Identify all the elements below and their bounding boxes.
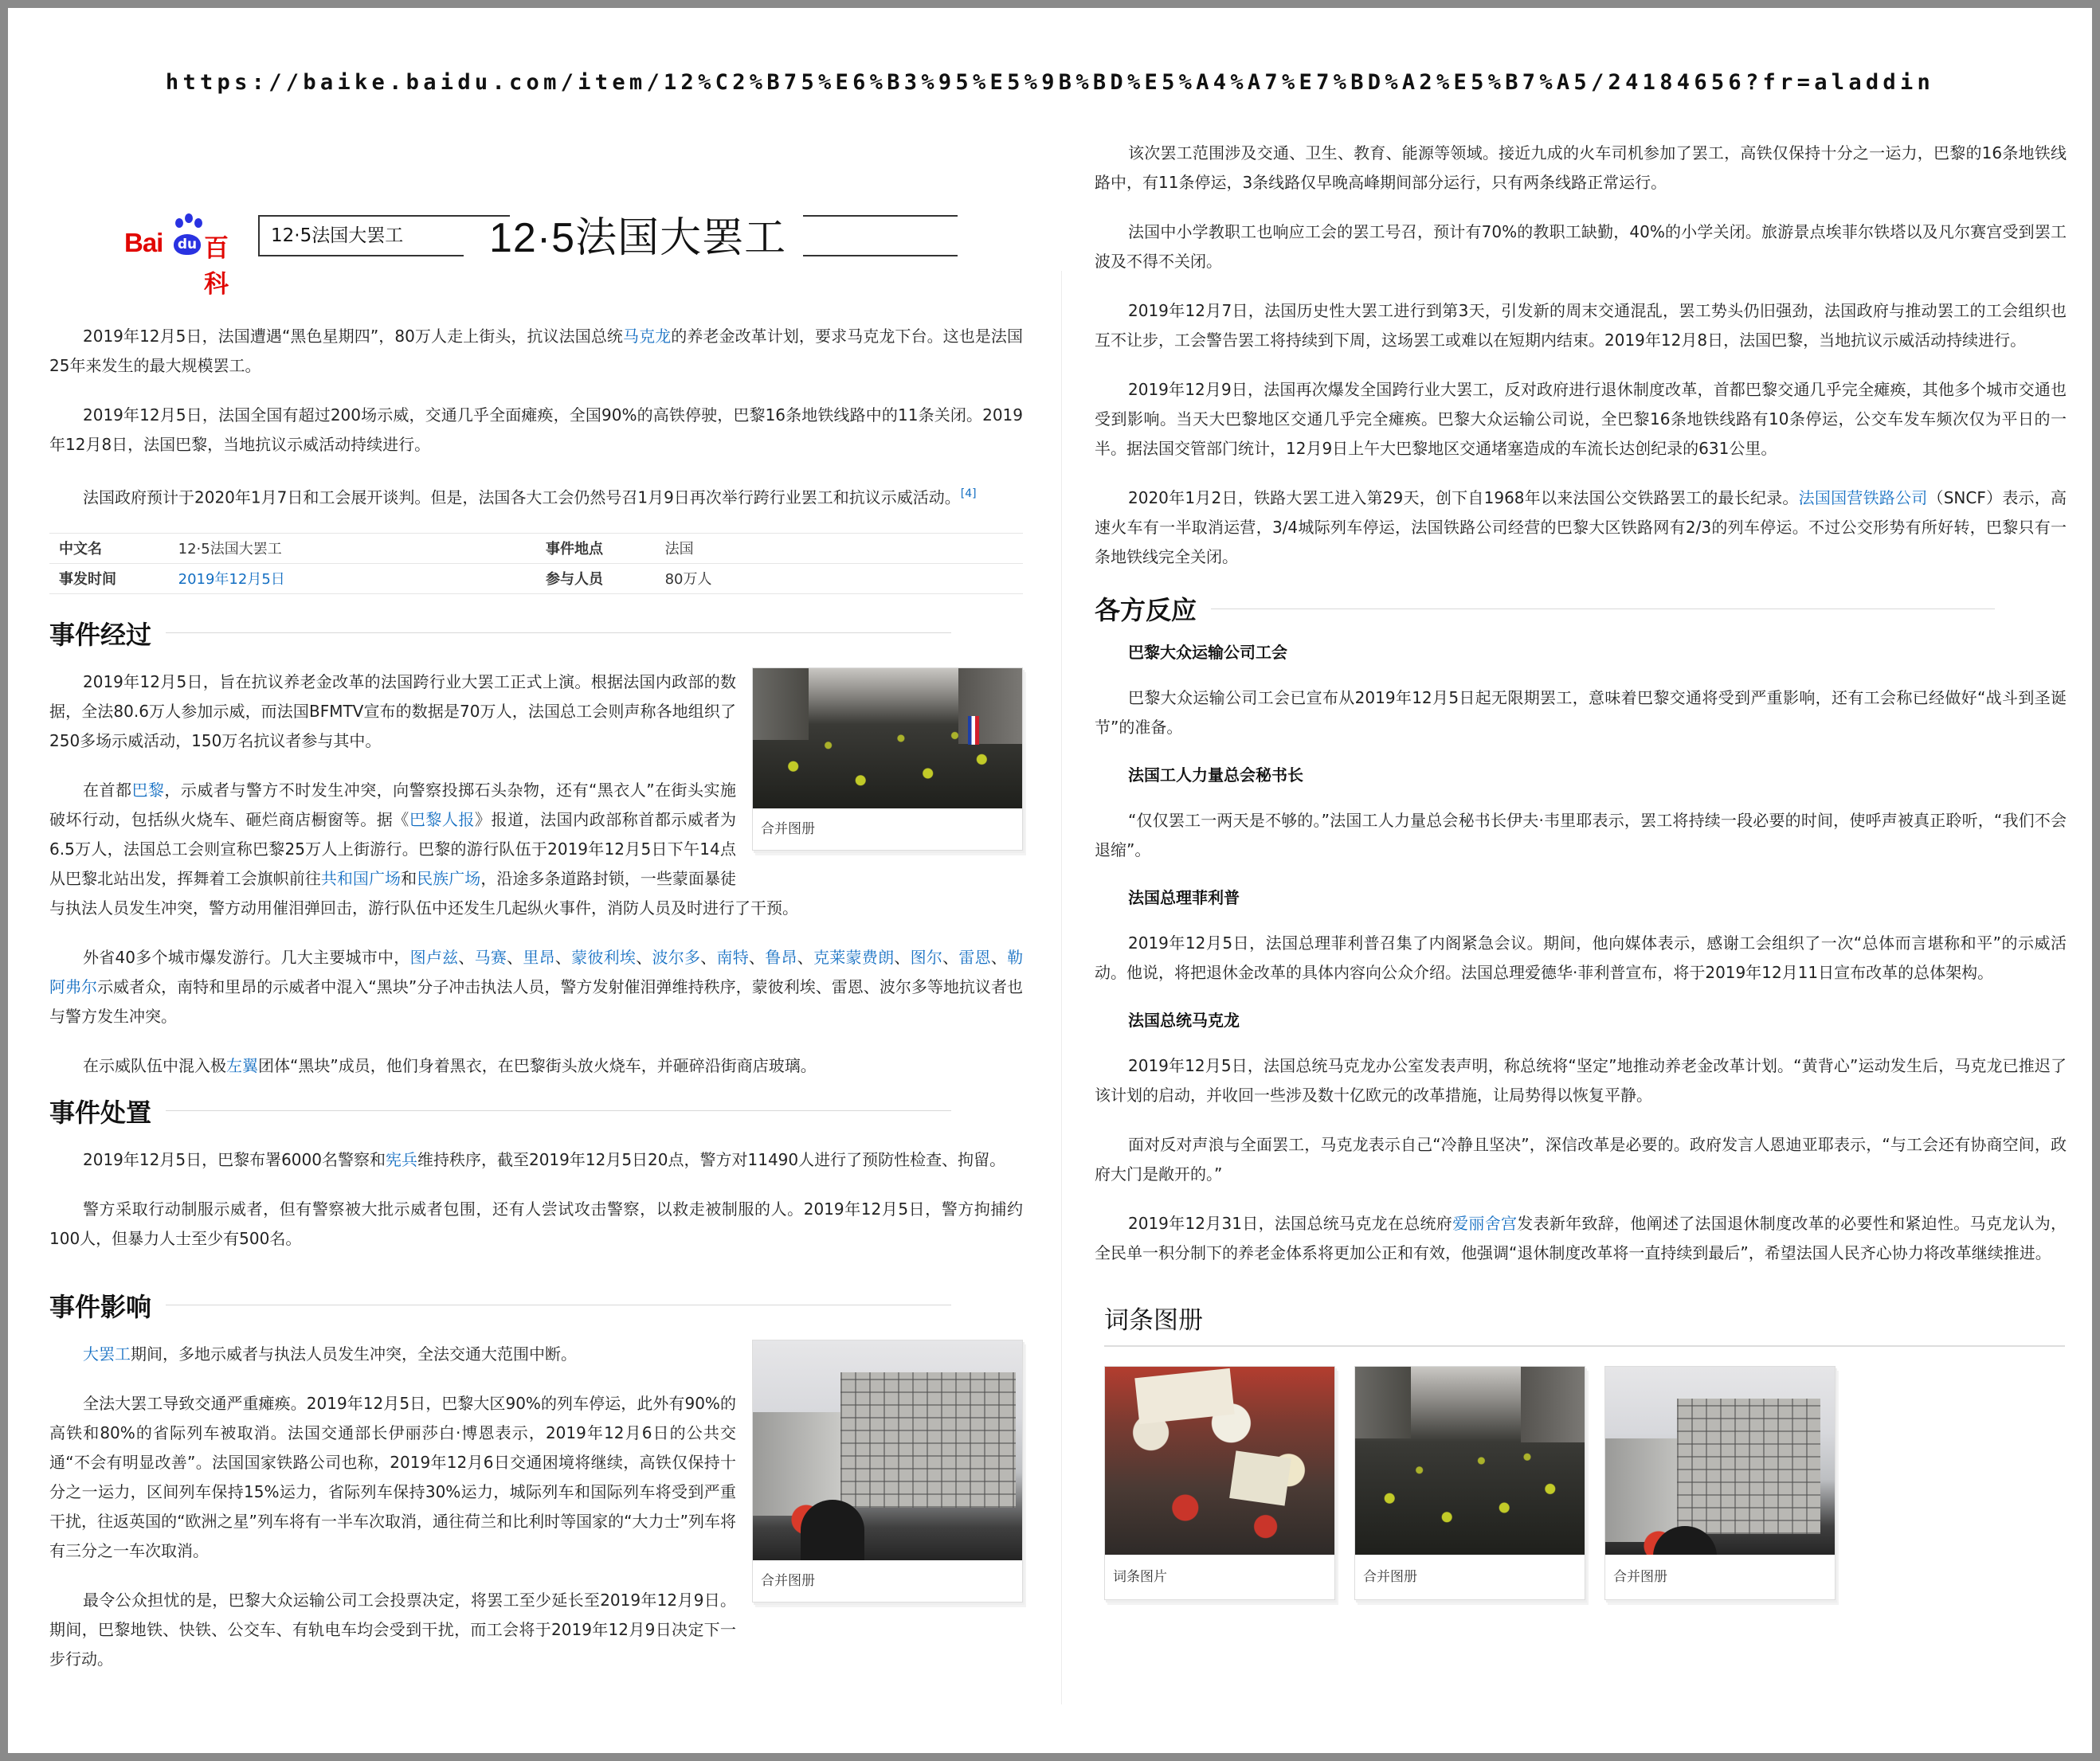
inline-link[interactable]: 马赛	[474, 947, 507, 967]
inline-link[interactable]: 宪兵	[385, 1149, 417, 1169]
reaction-heading: 法国工人力量总会秘书长	[1128, 765, 1303, 785]
page-url: https://baike.baidu.com/item/12%C2%B75%E6%B3%95%E5%9B%BD%E5%A4%A7%E7%BD%A2%E5%B7%A5/24184656?fr=aladdin	[165, 70, 1935, 95]
section-yingxiang	[49, 1340, 1023, 1674]
section-reactions	[1095, 640, 2067, 1268]
search-input[interactable]: 12·5法国大罢工	[258, 215, 464, 256]
infobox-key: 中文名	[49, 533, 169, 563]
baidu-baike-logo[interactable]	[124, 210, 252, 299]
photo-sign	[1134, 1368, 1234, 1424]
paragraph: 2019年12月5日，法国遭遇“黑色星期四”，80万人走上街头，抗议法国总统马克龙的养老金改革计划，要求马克龙下台。这也是法国25年来发生的最大规模罢工。	[49, 327, 1023, 375]
paragraph: 外省40多个城市爆发游行。几大主要城市中，图卢兹、马赛、里昂、蒙彼利埃、波尔多、南特、鲁昂、克莱蒙费朗、图尔、雷恩、勒阿弗尔示威者众，南特和里昂的示威者中混入“黑块”分子冲击执法人员，警方发射催泪弹维持秩序，蒙彼利埃、雷恩、波尔多等地抗议者也与警方发生冲突。	[49, 947, 1024, 1026]
paragraph: 2019年12月5日，法国总统马克龙办公室发表声明，称总统将“坚定”地推动养老金改革计划。“黄背心”运动发生后，马克龙已推迟了该计划的启动，并收回一些涉及数十亿欧元的改革措施，让局势得以恢复平静。	[1095, 1056, 2067, 1105]
inline-link[interactable]: 蒙彼利埃	[571, 947, 637, 967]
infobox-row	[49, 563, 1023, 593]
building-photo[interactable]	[753, 1340, 1022, 1560]
inline-link[interactable]: 民族广场	[417, 868, 481, 888]
title-rule-top	[803, 215, 958, 217]
building-photo[interactable]	[1605, 1367, 1835, 1555]
photo-sign	[1229, 1450, 1291, 1505]
paw-icon	[194, 218, 202, 228]
page-header	[49, 127, 1023, 327]
paw-icon	[185, 213, 193, 223]
logo-bai-text: Bai	[124, 228, 163, 257]
gallery-caption: 词条图片	[1113, 1569, 1167, 1585]
right-column	[1095, 127, 2067, 1600]
inline-link[interactable]: 图卢兹	[409, 947, 459, 967]
infobox-value: 法国	[656, 533, 1023, 563]
gallery-caption: 合并图册	[1613, 1569, 1667, 1585]
infobox-key: 参与人员	[536, 563, 656, 593]
section-title-chuzhi: 事件处置	[49, 1091, 1023, 1131]
paragraph: 面对反对声浪与全面罢工，马克龙表示自己“冷静且坚决”，深信改革是必要的。政府发言人恩迪亚耶表示，“与工会还有协商空间，政府大门是敞开的。”	[1095, 1135, 2067, 1184]
inline-link[interactable]: 雷恩	[958, 947, 991, 967]
column-divider	[1061, 271, 1062, 1704]
paragraph: “仅仅罢工一两天是不够的。”法国工人力量总会秘书长伊夫·韦里耶表示，罢工将持续一段必要的时间，使呼声被真正聆听，“我们不会退缩”。	[1095, 811, 2067, 859]
paragraph: 2019年12月5日，法国总理菲利普召集了内阁紧急会议。期间，他向媒体表示，感谢工会组织了一次“总体而言堪称和平”的示威活动。他说，将把退休金改革的具体内容向公众介绍。法国总理爱德华·菲利普宣布，将于2019年12月11日宣布改革的总体架构。	[1095, 933, 2067, 982]
photo-building	[1521, 1367, 1585, 1442]
inline-link[interactable]: 勒阿弗尔	[49, 947, 1024, 996]
photo-person	[801, 1500, 864, 1560]
photo-scaffold	[840, 1372, 1016, 1508]
paragraph: 巴黎大众运输公司工会已宣布从2019年12月5日起无限期罢工，意味着巴黎交通将受到严重影响，还有工会称已经做好“战斗到圣诞节”的准备。	[1095, 688, 2067, 737]
paragraph: 2019年12月31日，法国总统马克龙在总统府爱丽舍宫发表新年致辞，他阐述了法国退休制度改革的必要性和紧迫性。马克龙认为，全民单一积分制下的养老金体系将更加公正和有效，他强调“退休制度改革将一直持续到最后”，希望法国人民齐心协力将改革继续推进。	[1095, 1214, 2067, 1262]
paragraph: 2019年12月7日，法国历史性大罢工进行到第3天，引发新的周末交通混乱，罢工势头仍旧强劲，法国政府与推动罢工的工会组织也互不让步，工会警告罢工将持续到下周，这场罢工或难以在短期内结束。2019年12月8日，法国巴黎，当地抗议示威活动持续进行。	[1095, 301, 2067, 350]
crowd-photo[interactable]	[1355, 1367, 1585, 1555]
figure-building[interactable]	[752, 1340, 1023, 1603]
left-column	[49, 127, 1023, 1694]
paragraph: 警方采取行动制服示威者，但有警察被大批示威者包围，还有人尝试攻击警察，以救走被制服的人。2019年12月5日，警方拘捕约100人，但暴力人士至少有500名。	[49, 1199, 1023, 1248]
inline-link[interactable]: 图尔	[910, 947, 943, 967]
infobox-value: 12·5法国大罢工	[169, 533, 536, 563]
paragraph: 法国政府预计于2020年1月7日和工会展开谈判。但是，法国各大工会仍然号召1月9日再次举行跨行业罢工和抗议示威活动。[4]	[83, 487, 977, 507]
inline-link[interactable]: 波尔多	[652, 947, 701, 967]
page-sheet	[8, 8, 2092, 1753]
paragraph: 全法大罢工导致交通严重瘫痪。2019年12月5日，巴黎大区90%的列车停运，此外有90%的高铁和80%的省际列车被取消。法国交通部长伊丽莎白·博恩表示，2019年12月6日的公共交通“不会有明显改善”。法国国家铁路公司也称，2019年12月6日交通困境将继续，高铁仅保持十分之一运力，区间列车保持15%运力，省际列车保持30%运力，城际列车和国际列车将受到严重干扰，往返英国的“欧洲之星”列车将有一半车次取消，通往荷兰和比利时等国家的“大力士”列车将有三分之一车次取消。	[49, 1393, 736, 1560]
paragraph: 2019年12月5日，旨在抗议养老金改革的法国跨行业大罢工正式上演。根据法国内政部的数据，全法80.6万人参加示威，而法国BFMTV宣布的数据是70万人，法国总工会则声称各地组织了250多场示威活动，150万名抗议者参与其中。	[49, 671, 736, 750]
inline-link[interactable]: 克莱蒙费朗	[813, 947, 895, 967]
photo-building	[1355, 1367, 1411, 1438]
figure-caption: 合并图册	[761, 820, 815, 837]
title-rule-bottom	[803, 255, 958, 256]
inline-link[interactable]: 左翼	[226, 1055, 258, 1075]
inline-link[interactable]: 里昂	[523, 947, 555, 967]
intro-summary	[49, 322, 1023, 513]
inline-link[interactable]: 巴黎人报	[409, 809, 475, 829]
reaction-heading: 巴黎大众运输公司工会	[1128, 643, 1287, 662]
paragraph: 大罢工期间，多地示威者与执法人员发生冲突，全法交通大范围中断。	[83, 1344, 577, 1364]
infobox-table	[49, 533, 1023, 594]
gallery-caption: 合并图册	[1363, 1569, 1417, 1585]
figure-caption: 合并图册	[761, 1572, 815, 1589]
paragraph: 2020年1月2日，铁路大罢工进入第29天，创下自1968年以来法国公交铁路罢工的最长纪录。法国国营铁路公司（SNCF）表示，高速火车有一半取消运营，3/4城际列车停运，法国铁路公司经营的巴黎大区铁路网有2/3的列车停运。不过公交形势有所好转，巴黎只有一条地铁线完全关闭。	[1095, 488, 2067, 566]
inline-link[interactable]: 南特	[716, 947, 749, 967]
gallery-item[interactable]	[1354, 1366, 1585, 1600]
infobox-key: 事发时间	[49, 563, 169, 593]
section-title-jingguo: 事件经过	[49, 613, 1023, 653]
gallery-title: 词条图册	[1104, 1300, 2065, 1347]
paragraph: 2019年12月5日，巴黎布署6000名警察和宪兵维持秩序，截至2019年12月5日20点，警方对11490人进行了预防性检查、拘留。	[83, 1149, 1006, 1169]
logo-baike-text: 百科	[204, 234, 229, 299]
paragraph: 在示威队伍中混入极左翼团体“黑块”成员，他们身着黑衣，在巴黎街头放火烧车，并砸碎沿街商店玻璃。	[83, 1055, 817, 1075]
inline-link[interactable]: 法国国营铁路公司	[1798, 488, 1928, 507]
inline-link[interactable]: 共和国广场	[320, 868, 402, 888]
section-jingguo	[49, 667, 1023, 1081]
infobox-key: 事件地点	[536, 533, 656, 563]
infobox-value: 80万人	[656, 563, 1023, 593]
logo-du-text: du	[174, 234, 201, 255]
french-flag-icon	[968, 716, 979, 745]
page-title: 12·5法国大罢工	[489, 215, 787, 261]
paragraph: 2019年12月9日，法国再次爆发全国跨行业大罢工，反对政府进行退休制度改革，首都巴黎交通几乎完全瘫痪，其他多个城市交通也受到影响。当天大巴黎地区交通几乎完全瘫痪。巴黎大众运输公司说，全巴黎16条地铁线路有10条停运，公交车发车频次仅为平日的一半。据法国交管部门统计，12月9日上午大巴黎地区交通堵塞造成的车流长达创纪录的631公里。	[1095, 380, 2067, 458]
reaction-heading: 法国总理菲利普	[1128, 888, 1240, 907]
section-title-yingxiang: 事件影响	[49, 1286, 1023, 1325]
infobox-value	[169, 563, 536, 593]
protest-photo[interactable]	[1105, 1367, 1334, 1555]
paragraph: 法国中小学教职工也响应工会的罢工号召，预计有70%的教职工缺勤，40%的小学关闭。旅游景点埃菲尔铁塔以及凡尔赛宫受到罢工波及不得不关闭。	[1095, 222, 2067, 271]
paragraph: 该次罢工范围涉及交通、卫生、教育、能源等领域。接近九成的火车司机参加了罢工，高铁仅保持十分之一运力，巴黎的16条地铁线路中，有11条停运，3条线路仅早晚高峰期间部分运行，只有两条线路正常运行。	[1095, 143, 2067, 192]
infobox-date-link[interactable]: 2019年12月5日	[178, 571, 285, 589]
paragraph: 在首都巴黎，示威者与警方不时发生冲突，向警察投掷石头杂物，还有“黑衣人”在街头实施破坏行动，包括纵火烧车、砸烂商店橱窗等。据《巴黎人报》报道，法国内政部称首都示威者为6.5万人，法国总工会则宣称巴黎25万人上街游行。巴黎的游行队伍于2019年12月5日下午14点从巴黎北站出发，挥舞着工会旗帜前往共和国广场和民族广场，沿途多条道路封锁，一些蒙面暴徒与执法人员发生冲突，警方动用催泪弹回击，游行队伍中还发生几起纵火事件，消防人员及时进行了干预。	[49, 780, 798, 918]
paragraph: 最令公众担忧的是，巴黎大众运输公司工会投票决定，将罢工至少延长至2019年12月9日。期间，巴黎地铁、快铁、公交车、有轨电车均会受到干扰，而工会将于2019年12月9日决定下一步行动。	[49, 1590, 736, 1669]
citation-ref[interactable]: [4]	[960, 487, 977, 500]
figure-crowd[interactable]	[752, 667, 1023, 851]
gallery-item[interactable]	[1104, 1366, 1335, 1600]
paragraph: 2019年12月5日，法国全国有超过200场示威，交通几乎全面瘫痪，全国90%的高铁停驶，巴黎16条地铁线路中的11条关闭。2019年12月8日，法国巴黎，当地抗议示威活动持续进行。	[49, 405, 1023, 454]
section-chuzhi	[49, 1145, 1023, 1254]
inline-link[interactable]: 鲁昂	[765, 947, 797, 967]
inline-link[interactable]: 大罢工	[83, 1344, 131, 1364]
gallery-item[interactable]	[1604, 1366, 1836, 1600]
reaction-heading: 法国总统马克龙	[1128, 1011, 1240, 1030]
photo-scaffold	[1677, 1399, 1820, 1534]
photo-building	[753, 668, 809, 740]
paw-icon	[175, 218, 183, 228]
inline-link[interactable]: 巴黎	[131, 780, 165, 800]
inline-link[interactable]: 马克龙	[623, 327, 672, 346]
section-title-reactions: 各方反应	[1095, 589, 2067, 628]
infobox-row	[49, 533, 1023, 563]
inline-link[interactable]: 爱丽舍宫	[1452, 1214, 1518, 1233]
right-top-paras	[1095, 139, 2067, 572]
gallery	[1104, 1366, 2067, 1600]
crowd-photo[interactable]	[753, 668, 1022, 808]
